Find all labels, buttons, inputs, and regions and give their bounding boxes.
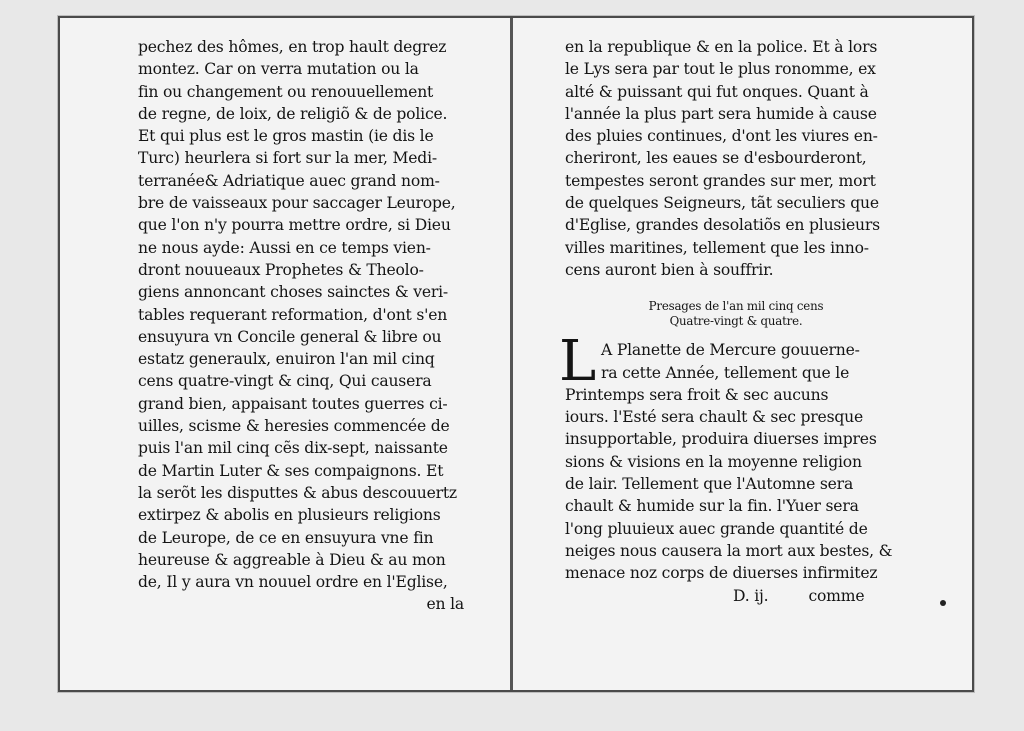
text-line: chault & humide sur la fin. l'Yuer sera	[565, 497, 859, 516]
text-line: de Martin Luter & ses compaignons. Et	[138, 461, 444, 480]
right-page	[559, 36, 907, 607]
drop-cap-letter: L	[559, 329, 596, 395]
text-line: d'Eglise, grandes desolatiõs en plusieurs	[565, 216, 880, 235]
text-line: de quelques Seigneurs, tãt seculiers que	[565, 194, 879, 213]
text-line: giens annoncant choses sainctes & veri-	[138, 283, 448, 302]
text-line: Printemps sera froit & sec aucuns	[565, 385, 829, 404]
text-line: de Leurope, de ce en ensuyura vne fin	[138, 528, 434, 547]
text-line: sions & visions en la moyenne religion	[565, 452, 862, 471]
section-heading-line-1: Presages de l'an mil cinq cens	[648, 299, 824, 314]
text-line: iours. l'Esté sera chault & sec presque	[565, 408, 864, 427]
open-book	[58, 16, 974, 692]
right-page-text-top	[565, 36, 907, 281]
text-line: ensuyura vn Concile general & libre ou	[138, 327, 442, 346]
text-line: cens auront bien à souffrir.	[565, 260, 774, 279]
text-line: neiges nous causera la mort aux bestes, &	[565, 541, 893, 560]
text-line: grand bien, appaisant toutes guerres ci-	[138, 394, 448, 413]
text-line: ne nous ayde: Aussi en ce temps vien-	[138, 238, 431, 257]
text-line: l'année la plus part sera humide à cause	[565, 104, 877, 123]
text-line: uilles, scisme & heresies commencée de	[138, 417, 450, 436]
text-line: de, Il y aura vn nouuel ordre en l'Eglise,	[138, 573, 448, 592]
text-line: Turc) heurlera si fort sur la mer, Medi-	[138, 149, 437, 168]
text-line: extirpez & abolis en plusieurs religions	[138, 506, 441, 525]
text-line: villes maritines, tellement que les inno-	[565, 238, 869, 257]
text-line: fin ou changement ou renouuellement	[138, 82, 434, 101]
text-line: montez. Car on verra mutation ou la	[138, 60, 419, 79]
text-line: ra cette Année, tellement que le	[601, 363, 850, 382]
text-line: le Lys sera par tout le plus ronomme, ex	[565, 60, 876, 79]
text-line: insupportable, produira diuerses impres	[565, 430, 877, 449]
left-page	[138, 36, 474, 616]
text-line: menace noz corps de diuerses infirmitez	[565, 564, 878, 583]
catchword: en la	[426, 595, 464, 614]
text-line: terranée& Adriatique auec grand nom-	[138, 171, 440, 190]
text-line: puis l'an mil cinq cẽs dix-sept, naissante	[138, 439, 448, 458]
ink-spot	[940, 600, 946, 606]
text-line: des pluies continues, d'ont les viures en-	[565, 127, 878, 146]
text-line: A Planette de Mercure gouuerne-	[601, 341, 860, 360]
book-gutter	[510, 18, 513, 690]
text-line: estatz generaulx, enuiron l'an mil cinq	[138, 350, 435, 369]
section-heading-line-2: Quatre-vingt & quatre.	[669, 314, 803, 329]
text-line: tables requerant reformation, d'ont s'en	[138, 305, 448, 324]
text-line: cens quatre-vingt & cinq, Qui causera	[138, 372, 432, 391]
text-line: de lair. Tellement que l'Automne sera	[565, 475, 854, 494]
text-line: que l'on n'y pourra mettre ordre, si Dieu	[138, 216, 451, 235]
text-line: la serõt les disputtes & abus descouuertz	[138, 483, 457, 502]
text-line: alté & puissant qui fut onques. Quant à	[565, 82, 869, 101]
text-line: pechez des hômes, en trop hault degrez	[138, 38, 447, 56]
text-line: bre de vaisseaux pour saccager Leurope,	[138, 194, 456, 213]
text-line: cheriront, les eaues se d'esbourderont,	[565, 149, 867, 168]
catchword: comme	[808, 586, 865, 605]
right-page-text-bottom	[559, 329, 907, 607]
text-line: l'ong pluuieux auec grande quantité de	[565, 519, 868, 538]
section-heading	[565, 299, 907, 329]
text-line: tempestes seront grandes sur mer, mort	[565, 171, 876, 190]
text-line: Et qui plus est le gros mastin (ie dis le	[138, 127, 434, 146]
text-line: dront nouueaux Prophetes & Theolo-	[138, 260, 424, 279]
text-line: en la republique & en la police. Et à lors	[565, 38, 878, 56]
text-line: heureuse & aggreable à Dieu & au mon	[138, 550, 446, 569]
page-footer	[565, 585, 907, 607]
signature-mark: D. ij.	[733, 586, 769, 605]
text-line: de regne, de loix, de religiõ & de police.	[138, 104, 448, 123]
